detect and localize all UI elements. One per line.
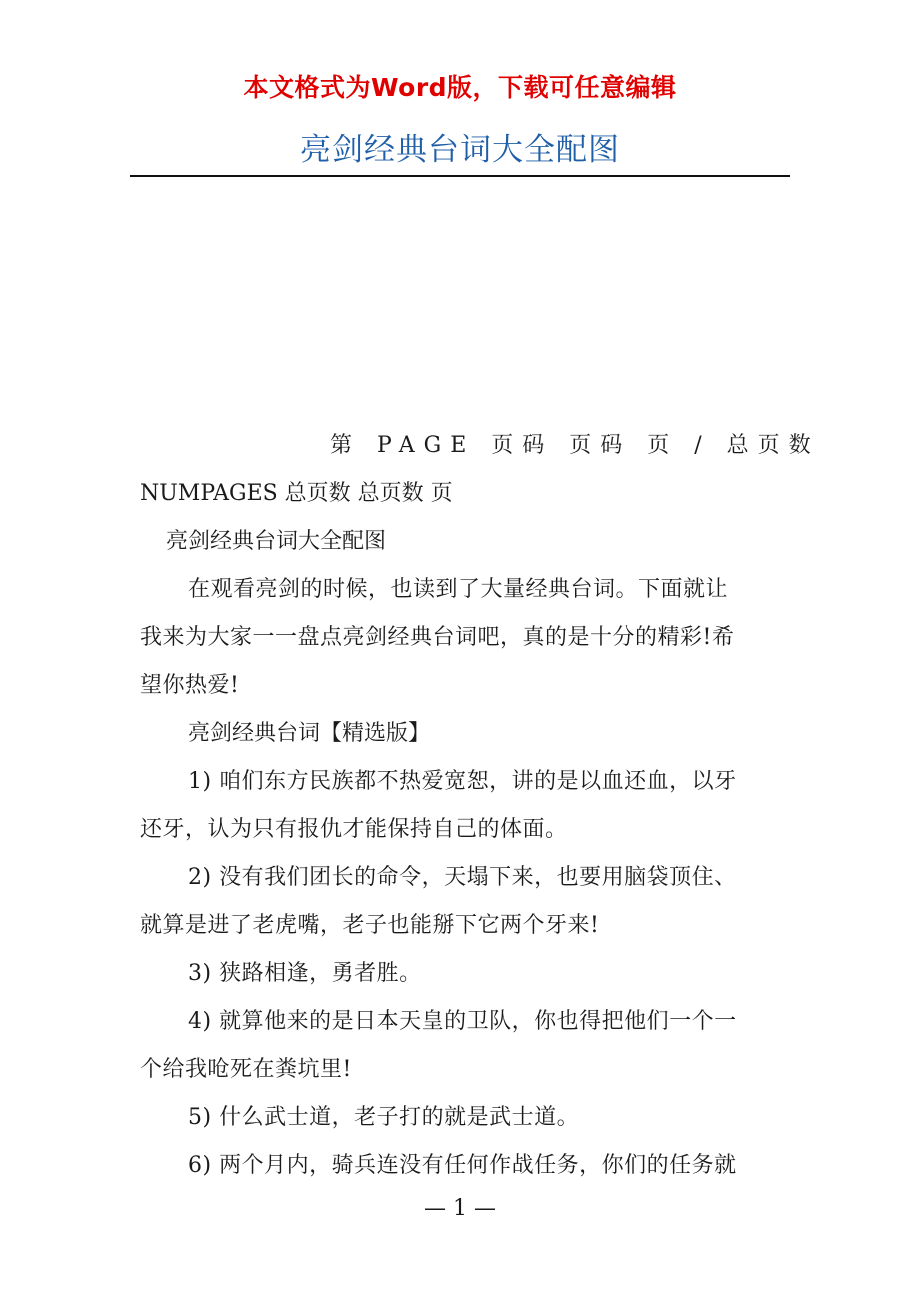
quote-line: 5) 什么武士道，老子打的就是武士道。 [188,1105,580,1130]
quote-line: 4) 就算他来的是日本天皇的卫队，你也得把他们一个一 [188,1009,737,1034]
download-notice: 本文格式为Word版，下载可任意编辑 [243,73,677,102]
quote-line: 2) 没有我们团长的命令，天塌下来，也要用脑袋顶住、 [188,865,737,890]
header-rule [130,175,790,177]
intro-line: 望你热爱! [140,673,240,698]
body-subtitle: 亮剑经典台词大全配图 [166,529,387,554]
quote-line: 就算是进了老虎嘴，老子也能掰下它两个牙来! [140,913,600,938]
quote-line: 还牙，认为只有报仇才能保持自己的体面。 [140,817,568,842]
intro-line: 我来为大家一一盘点亮剑经典台词吧，真的是十分的精彩!希 [140,625,735,650]
section-heading: 亮剑经典台词【精选版】 [188,721,431,746]
quote-line: 6) 两个月内，骑兵连没有任何作战任务，你们的任务就 [188,1153,737,1178]
document-title: 亮剑经典台词大全配图 [300,132,620,168]
quote-line: 3) 狭路相逢，勇者胜。 [188,961,422,986]
document-body [140,428,820,1196]
page-field-line-2: NUMPAGES 总页数 总页数 页 [140,481,453,506]
page-field-line-1: 第 PAGE 页码 页码 页 / 总页数 [330,433,820,458]
quote-line: 1) 咱们东方民族都不热爱宽恕，讲的是以血还血，以牙 [188,769,737,794]
intro-line: 在观看亮剑的时候，也读到了大量经典台词。下面就让 [188,577,729,602]
page-number: — 1 — [424,1196,496,1221]
quote-line: 个给我呛死在粪坑里! [140,1057,352,1082]
